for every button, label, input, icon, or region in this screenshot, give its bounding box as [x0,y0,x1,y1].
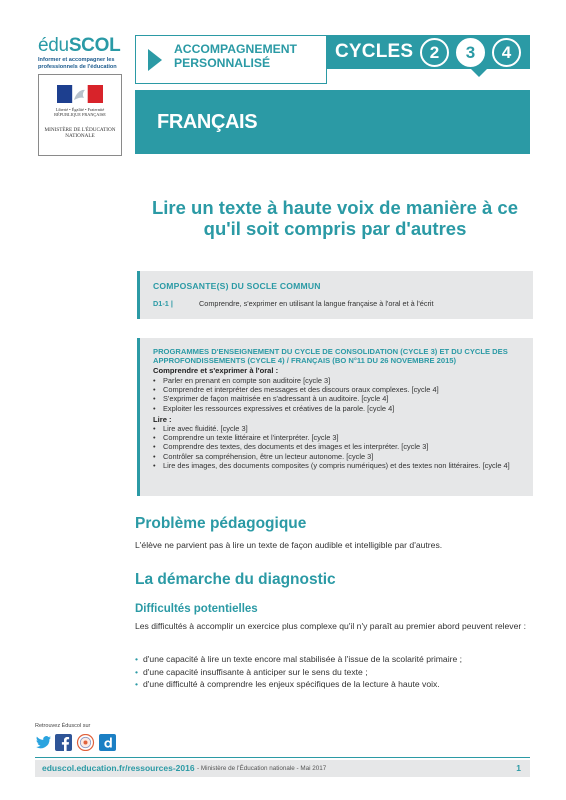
socle-heading: COMPOSANTE(S) DU SOCLE COMMUN [153,281,321,291]
marianne-flag-icon [57,85,103,103]
list-item [135,653,530,666]
active-cycle-pointer [471,69,487,77]
bullet-icon: • [135,654,139,664]
footer-divider [35,757,530,758]
list-item [153,376,523,385]
viaeduc-icon[interactable] [75,734,96,751]
list-item-text: d'une capacité à lire un texte encore mal stabilisée à l'issue de la scolarité primaire ; [143,654,463,664]
facebook-icon[interactable] [55,734,72,751]
footer-meta: - Ministère de l'Éducation nationale - Mai 2017 [197,764,327,772]
cycles-banner [327,35,530,69]
list-item-text: Exploiter les ressources expressives et créatives de la parole. [cycle 4] [163,403,395,413]
list-item [135,678,530,691]
list-item [153,433,523,442]
programmes-heading: PROGRAMMES D'ENSEIGNEMENT DU CYCLE DE CONSOLIDATION (CYCLE 3) ET DU CYCLE DES APPROFONDISSEMENTS (CYCLE 4) / FRANÇAIS (BO N°11 DU 26 NOVEMBRE 2015) [153,347,508,366]
eduscol-wordmark [38,36,122,56]
ministry-name: MINISTÈRE DE L'ÉDUCATION NATIONALE [44,127,116,140]
socle-description: Comprendre, s'exprimer en utilisant la langue française à l'oral et à l'écrit [199,299,434,308]
bullet-icon: • [153,403,156,413]
list-item-text: Lire avec fluidité. [cycle 3] [163,424,248,433]
social-label: Retrouvez Éduscol sur [35,723,91,729]
list-item-text: Contrôler sa compréhension, être un lecteur autonome. [cycle 3] [163,451,374,461]
cycle-2-badge: 2 [420,38,449,67]
cycles-label: CYCLES [335,41,414,62]
bullet-icon: • [153,424,156,433]
cycle-3-badge-active: 3 [456,38,485,67]
list-item [153,461,523,470]
list-item [153,385,523,394]
bullet-icon: • [153,460,156,470]
republique-caption: Liberté • Égalité • Fraternité RÉPUBLIQUE FRANÇAISE [54,107,106,117]
bullet-icon: • [153,433,156,443]
list-item [153,394,523,403]
program-banner [135,35,327,84]
footer-bar [35,760,530,777]
demarche-title: La démarche du diagnostic [135,571,336,588]
page-number: 1 [516,763,521,773]
oral-list [153,376,523,413]
bullet-icon: • [153,376,156,385]
list-item [135,666,530,679]
subject-title: FRANÇAIS [157,111,258,133]
brand-prefix: édu [38,35,69,56]
bullet-icon: • [153,451,156,461]
list-item-text: d'une capacité insuffisante à anticiper sur le sens du texte ; [143,666,368,677]
subject-band [135,90,530,154]
difficultes-subtitle: Difficultés potentielles [135,603,258,615]
list-item-text: Comprendre un texte littéraire et l'interpréter. [cycle 3] [163,433,339,443]
list-item [153,442,523,451]
program-banner-label: ACCOMPAGNEMENT PERSONNALISÉ [174,42,297,70]
list-item-text: Comprendre des textes, des documents et des images et les interpréter. [cycle 3] [163,442,429,452]
play-arrow-icon [148,49,162,71]
footer-link[interactable]: eduscol.education.fr/ressources-2016 [42,763,195,773]
list-item [153,424,523,433]
socle-code: D1-1 | [153,299,173,308]
bullet-icon: • [135,679,139,690]
oral-heading: Comprendre et s'exprimer à l'oral : [153,366,279,375]
document-title: Lire un texte à haute voix de manière à ce qu'il soit compris par d'autres [151,197,519,239]
brand-suffix: SCOL [68,35,121,56]
cycle-4-badge: 4 [492,38,521,67]
probleme-text: L'élève ne parvient pas à lire un texte de façon audible et intelligible par d'autres. [135,540,443,550]
difficulties-list [135,653,530,691]
list-item-text: S'exprimer de façon maitrisée en s'adressant à un auditoire. [cycle 4] [163,394,389,404]
socle-box [137,271,533,319]
bullet-icon: • [153,442,156,452]
list-item-text: Lire des images, des documents composites (y compris numériques) et des textes non littéraires. [cycle 4] [163,460,510,470]
demarche-intro: Les difficultés à accomplir un exercice plus complexe qu'il n'y paraît au premier abord peuvent relever : [135,621,526,631]
list-item-text: Parler en prenant en compte son auditoire [cycle 3] [163,376,331,385]
list-item [153,404,523,413]
list-item-text: Comprendre et interpréter des messages et des discours oraux complexes. [cycle 4] [163,385,439,395]
dailymotion-icon[interactable] [99,734,116,751]
bullet-icon: • [135,666,139,677]
twitter-icon[interactable] [35,734,52,751]
bullet-icon: • [153,385,156,395]
ministry-logo [38,74,122,156]
list-item-text: d'une difficulté à comprendre les enjeux spécifiques de la lecture à haute voix. [143,679,440,690]
list-item [153,452,523,461]
programmes-box [137,338,533,496]
probleme-title: Problème pédagogique [135,515,307,532]
bullet-icon: • [153,394,156,404]
eduscol-tagline: Informer et accompagner les professionnels de l'éducation [38,57,117,70]
eduscol-logo[interactable] [38,36,122,71]
reading-heading: Lire : [153,415,172,424]
reading-list [153,424,523,470]
